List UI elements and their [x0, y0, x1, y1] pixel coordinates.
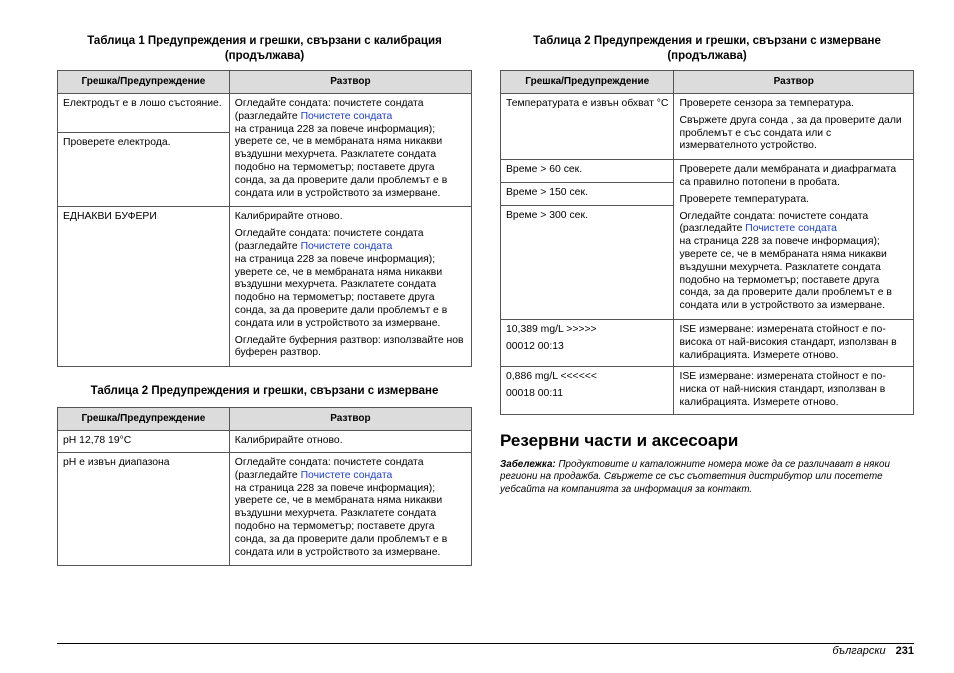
column-header-solution: Разтвор [229, 408, 471, 431]
caption-line: (продължава) [667, 50, 747, 62]
solution-text: на страница 228 за повече информация); уверете се, че в мембраната няма никакви въздушни мехурчета. Разклатете сондата подобно на термометър; поставете друга сонда, за да проверите дали проблемът е в сондата или в устройството за измерване. [234, 482, 448, 558]
caption-line: (продължава) [224, 50, 305, 62]
column-header-error: Грешка/Предупреждение [501, 71, 674, 94]
table2-caption: Таблица 2 Предупреждения и грешки, свързани с измерване [90, 385, 439, 398]
column-header-error: Грешка/Предупреждение [58, 71, 230, 94]
solution-text: Калибрирайте отново. [234, 211, 343, 223]
error-cell: Електродът е в лошо състояние. [58, 94, 230, 133]
solution-text: Огледайте сондата: почистете сондата (разгледайте [234, 228, 424, 252]
calibration-errors-table [57, 70, 472, 367]
table-row [58, 431, 472, 453]
error-cell: Проверете електрода. [58, 133, 230, 207]
table-row [501, 319, 914, 366]
error-cell [501, 367, 674, 414]
page-number: 231 [895, 645, 914, 657]
error-cell: pH е извън диапазона [58, 452, 230, 565]
error-cell: Температурата е извън обхват °C [501, 94, 674, 160]
error-cell [501, 319, 674, 366]
solution-cell [674, 160, 914, 320]
solution-cell [674, 94, 914, 160]
table-row [58, 207, 472, 367]
solution-text: Проверете сензора за температура. [679, 98, 854, 109]
solution-text: Проверете температурата. [679, 193, 810, 205]
note-paragraph [500, 459, 914, 497]
solution-text: на страница 228 за повече информация); уверете се, че в мембраната няма никакви въздушни мехурчета. Разклатете сондата подобно на термометър; поставете друга сонда, за да проверите дали проблемът е в сондата или в устройството за измерване. [679, 236, 892, 312]
section-title: Резервни части и аксесоари [500, 430, 739, 450]
table1-caption [57, 34, 472, 64]
solution-text: Огледайте буферния разтвор: използвайте нов буферен разтвор. [234, 334, 464, 359]
error-cell: ЕДНАКВИ БУФЕРИ [58, 207, 230, 367]
table-row [58, 452, 472, 565]
right-column [500, 34, 914, 496]
footer-language: български [832, 645, 886, 657]
solution-text: Проверете дали мембраната и диафрагмата са правилно потопени в пробата. [679, 164, 897, 188]
table-row [501, 160, 914, 183]
error-text: 00012 00:13 [506, 340, 564, 352]
caption-line: Таблица 1 Предупреждения и грешки, свързани с калибрация [87, 35, 442, 47]
column-header-error: Грешка/Предупреждение [58, 408, 230, 431]
clean-probe-link[interactable]: Почистете сондата [300, 469, 393, 481]
table-header-row [58, 71, 472, 94]
page-footer [832, 645, 914, 657]
clean-probe-link[interactable]: Почистете сондата [300, 240, 393, 252]
table-row [58, 94, 472, 133]
clean-probe-link[interactable]: Почистете сондата [300, 110, 393, 122]
footer-divider [57, 643, 914, 644]
table-row [501, 367, 914, 414]
error-text: 0,886 mg/L <<<<<< [506, 371, 597, 383]
measurement-errors-table [57, 407, 472, 566]
solution-cell: ISE измерване: измерената стойност е по-висока от най-високия стандарт, използван в калибрацията. Измерете отново. [674, 319, 914, 366]
error-text: 00018 00:11 [506, 388, 564, 400]
clean-probe-link[interactable]: Почистете сондата [745, 223, 837, 235]
solution-cell [229, 94, 471, 207]
solution-text: Огледайте сондата: почистете сондата (разгледайте [234, 98, 424, 122]
solution-text: Огледайте сондата: почистете сондата (разгледайте [679, 210, 869, 235]
error-cell: Време > 60 сек. [501, 160, 674, 183]
caption-line: Таблица 2 Предупреждения и грешки, свързани с измерване [533, 35, 881, 47]
left-column [57, 34, 472, 566]
column-header-solution: Разтвор [674, 71, 914, 94]
solution-cell [229, 207, 471, 367]
measurement-errors-table-continued [500, 70, 914, 415]
solution-cell: Калибрирайте отново. [229, 431, 471, 453]
solution-text: на страница 228 за повече информация); уверете се, че в мембраната няма никакви въздушни мехурчета. Разклатете сондата подобно на термометър; поставете друга сонда, за да проверите дали проблемът е в сондата или в устройството за измерване. [234, 253, 448, 329]
solution-text: на страница 228 за повече информация); уверете се, че в мембраната няма никакви въздушни мехурчета. Разклатете сондата подобно на термометър; поставете друга сонда, за да проверите дали проблемът е в сондата или в устройството за измерване. [234, 123, 448, 199]
solution-text: Свържете друга сонда , за да проверите дали проблемът е със сондата или с измервателното устройство. [679, 114, 902, 152]
solution-cell [229, 452, 471, 565]
error-cell: Време > 150 сек. [501, 183, 674, 206]
table-row [501, 94, 914, 160]
error-text: 10,389 mg/L >>>>> [506, 323, 597, 335]
table-header-row [501, 71, 914, 94]
note-label: Забележка: [500, 458, 556, 470]
solution-cell: ISE измерване: измерената стойност е по-ниска от най-ниския стандарт, използван в калибрацията. Измерете отново. [674, 367, 914, 414]
error-cell: Време > 300 сек. [501, 206, 674, 320]
table2-continued-caption [500, 34, 914, 64]
table-header-row [58, 408, 472, 431]
column-header-solution: Разтвор [229, 71, 471, 94]
error-cell: pH 12,78 19°C [58, 431, 230, 453]
solution-text: Огледайте сондата: почистете сондата (разгледайте [234, 456, 424, 481]
note-text: Продуктовите и каталожните номера може да се различават в някои региони на продажба. Свържете се със съответния дистрибутор или посетете уебсайта на компанията за информация за контакт. [500, 458, 890, 495]
